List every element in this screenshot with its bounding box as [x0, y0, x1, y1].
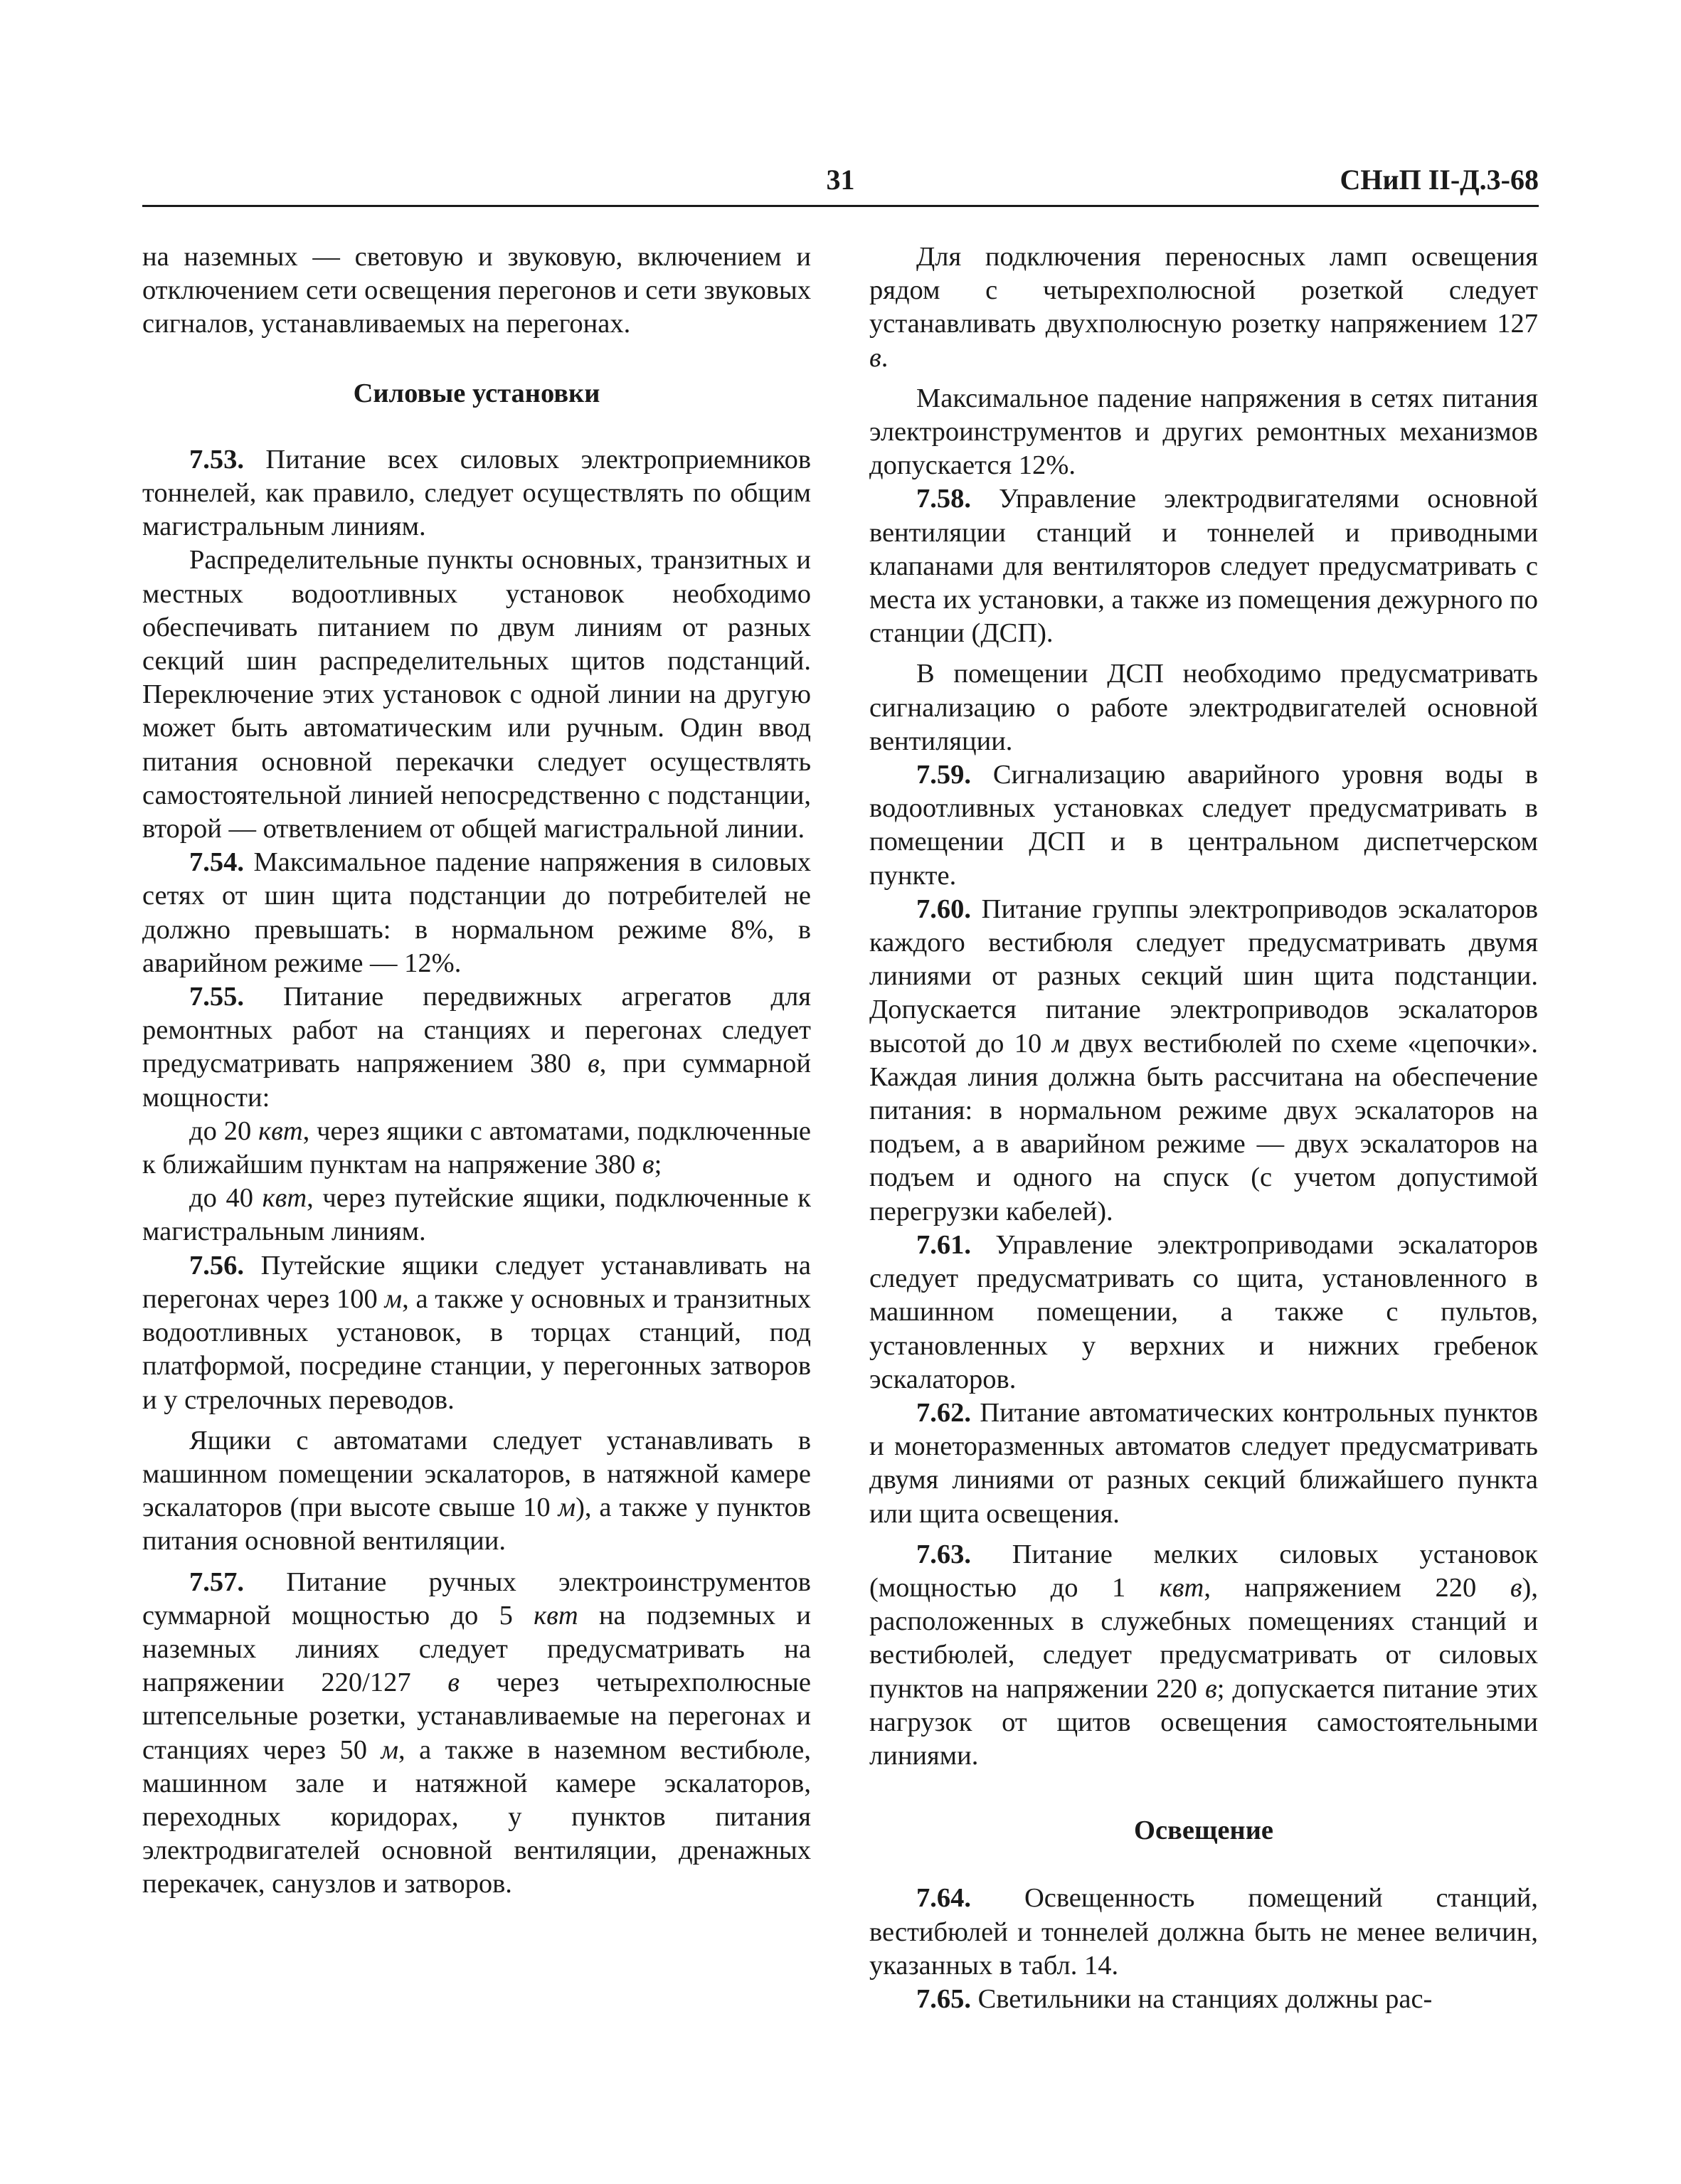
clause-number: 7.56.: [189, 1250, 244, 1281]
clause-7-59: 7.59. Сигнализацию аварийного уровня воды в водоотливных установках следует предусматривать в помещении ДСП и в центральном диспетчерском пункте.: [869, 760, 1538, 891]
section-title-power: Силовые установки: [353, 378, 600, 408]
clause-7-55: 7.55. Питание передвижных агрегатов для ремонтных работ на станциях и перегонах следует предусматривать напряжением 380 в, при суммарной мощности:: [142, 982, 811, 1113]
clause-number: 7.59.: [916, 760, 971, 790]
clause-number: 7.62.: [916, 1397, 971, 1428]
clause-7-65: 7.65. Светильники на станциях должны рас-: [916, 1983, 1433, 2014]
clause-7-63: 7.63. Питание мелких силовых установок (мощностью до 1 квт, напряжением 220 в), расположенных в служебных помещениях станций и вестибюлей, следует предусматривать от силовых пунктов на напряжении 220 в; допускается питание этих нагрузок от щитов освещения самостоятельными линиями.: [869, 1539, 1538, 1771]
list-item-40kw: до 40 квт, через путейские ящики, подключенные к магистральным линиям.: [142, 1183, 812, 1247]
clause-number: 7.58.: [916, 484, 971, 514]
document-code: СНиП II-Д.3-68: [1340, 164, 1539, 196]
paragraph-portable-lamps: Для подключения переносных ламп освещения рядом с четырехполюсной розеткой следует устанавливать двухполюсную розетку напряжением 127 в.: [869, 242, 1538, 373]
paragraph-distribution-points: Распределительные пункты основных, транзитных и местных водоотливных установок необходимо обеспечивать питанием по двум линиям от разных секций шин распределительных щитов подстанций. Переключение этих установок с одной линии на другую может быть автоматическим или ручным. Один ввод питания основной перекачки следует осуществлять самостоятельной линией непосредственно с подстанции, второй — ответвлением от общей магистральной линии.: [142, 545, 811, 844]
clause-number: 7.54.: [189, 847, 244, 878]
list-item-20kw: до 20 квт, через ящики с автоматами, подключенные к ближайшим пунктам на напряжение 380 в;: [142, 1115, 812, 1180]
clause-7-61: 7.61. Управление электроприводами эскалаторов следует предусматривать со щита, установленного в машинном помещении, а также с пультов, установленных у верхних и нижних гребенок эскалаторов.: [869, 1229, 1538, 1394]
page-header: [142, 162, 1539, 207]
clause-7-53: 7.53. Питание всех силовых электроприемников тоннелей, как правило, следует осуществлять по общим магистральным линиям.: [142, 444, 811, 542]
clause-7-58: 7.58. Управление электродвигателями основной вентиляции станций и тоннелей и приводными клапанами для вентиляторов следует предусматривать с места их установки, а также из помещения дежурного по станции (ДСП).: [869, 484, 1538, 649]
clause-7-64: 7.64. Освещенность помещений станций, вестибюлей и тоннелей должна быть не менее величин, указанных в табл. 14.: [869, 1883, 1538, 1981]
intro-paragraph: на наземных — световую и звуковую, включением и отключением сети освещения перегонов и сети звуковых сигналов, устанавливаемых на перегонах.: [142, 242, 811, 339]
clause-7-60: 7.60. Питание группы электроприводов эскалаторов каждого вестибюля следует предусматривать двумя линиями от разных секций шин щита подстанции. Допускается питание электроприводов эскалаторов высотой до 10 м двух вестибюлей по схеме «цепочки». Каждая линия должна быть рассчитана на обеспечение питания: в нормальном режиме двух эскалаторов на подъем, а в аварийном режиме — двух эскалаторов на подъем и одного на спуск (с учетом допустимой перегрузки кабелей).: [869, 894, 1539, 1226]
clause-7-62: 7.62. Питание автоматических контрольных пунктов и монеторазменных автоматов следует предусматривать двумя линиями от разных секций ближайшего пункта или щита освещения.: [869, 1397, 1538, 1529]
paragraph-boxes: Ящики с автоматами следует устанавливать в машинном помещении эскалаторов, в натяжной камере эскалаторов (при высоте свыше 10 м), а также у пунктов питания основной вентиляции.: [142, 1425, 812, 1557]
page-number: 31: [826, 164, 855, 196]
clause-number: 7.60.: [916, 894, 971, 924]
paragraph-voltage-drop: Максимальное падение напряжения в сетях питания электроинструментов и других ремонтных механизмов допускается 12%.: [869, 383, 1538, 481]
clause-number: 7.64.: [916, 1883, 971, 1914]
clause-number: 7.57.: [189, 1567, 244, 1597]
paragraph-dsp-signaling: В помещении ДСП необходимо предусматривать сигнализацию о работе электродвигателей основной вентиляции.: [869, 659, 1538, 756]
clause-number: 7.65.: [916, 1983, 971, 2014]
clause-7-54: 7.54. Максимальное падение напряжения в силовых сетях от шин щита подстанции до потребителей не должно превышать: в нормальном режиме 8%, в аварийном режиме — 12%.: [142, 847, 811, 978]
left-column: [142, 240, 811, 1902]
clause-7-56: 7.56. Путейские ящики следует устанавливать на перегонах через 100 м, а также у основных и транзитных водоотливных установок, в торцах станций, под платформой, посредине станции, у перегонных затворов и у стрелочных переводов.: [142, 1250, 811, 1415]
section-title-lighting: Освещение: [1134, 1815, 1273, 1846]
clause-number: 7.53.: [189, 444, 244, 475]
right-column: [869, 240, 1538, 2016]
clause-number: 7.63.: [916, 1539, 971, 1569]
clause-number: 7.61.: [916, 1229, 971, 1260]
clause-7-57: 7.57. Питание ручных электроинструментов суммарной мощностью до 5 квт на подземных и наземных линиях следует предусматривать на напряжении 220/127 в через четырехполюсные штепсельные розетки, устанавливаемые на перегонах и станциях через 50 м, а также в наземном вестибюле, машинном зале и натяжной камере эскалаторов, переходных коридорах, у пунктов питания электродвигателей основной вентиляции, дренажных перекачек, санузлов и затворов.: [142, 1567, 811, 1899]
clause-number: 7.55.: [189, 982, 244, 1012]
